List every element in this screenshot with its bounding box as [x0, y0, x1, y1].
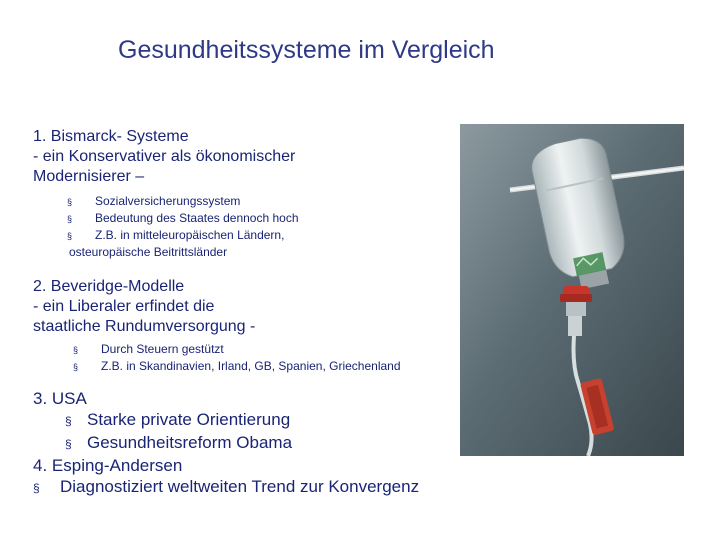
section2-sub1: - ein Liberaler erfindet die: [33, 298, 215, 315]
section1-sub2: Modernisierer –: [33, 168, 145, 185]
bullet-marker: §: [67, 231, 73, 241]
bullet-marker: §: [73, 362, 79, 372]
section1-bullet-3: § Z.B. in mitteleuropäischen Ländern,: [33, 227, 463, 244]
bullet-marker: §: [65, 437, 72, 451]
iv-bottle-illustration: [460, 124, 684, 456]
section4-heading: 4. Esping-Andersen: [33, 456, 183, 475]
section4-bullet: § Diagnostiziert weltweiten Trend zur Konvergenz: [33, 476, 463, 499]
section3-heading: 3. USA: [33, 389, 87, 408]
bullet-marker: §: [33, 481, 40, 495]
section1-sub1: - ein Konservativer als ökonomischer: [33, 148, 296, 165]
bullet-marker: §: [67, 197, 73, 207]
slide-title: Gesundheitssysteme im Vergleich: [118, 36, 495, 64]
section3-bullet-2: § Gesundheitsreform Obama: [33, 432, 463, 455]
section2-bullet-1: § Durch Steuern gestützt: [33, 341, 463, 358]
section1-bullet-1: § Sozialversicherungssystem: [33, 193, 463, 210]
section1-continuation: osteuropäische Beitrittsländer: [69, 245, 228, 259]
bullet-marker: §: [67, 214, 73, 224]
section2-sub2: staatliche Rundumversorgung -: [33, 318, 256, 335]
section3-bullet-1: § Starke private Orientierung: [33, 409, 463, 432]
section2-bullet-2: § Z.B. in Skandinavien, Irland, GB, Spanien, Griechenland: [33, 358, 463, 375]
section2-heading: 2. Beveridge-Modelle: [33, 278, 185, 295]
section1-heading: 1. Bismarck- Systeme: [33, 128, 189, 145]
slide-body: [33, 127, 463, 499]
bullet-marker: §: [65, 414, 72, 428]
section1-bullet-2: § Bedeutung des Staates dennoch hoch: [33, 210, 463, 227]
iv-infusion-photo: [460, 124, 684, 456]
bullet-marker: §: [73, 345, 79, 355]
